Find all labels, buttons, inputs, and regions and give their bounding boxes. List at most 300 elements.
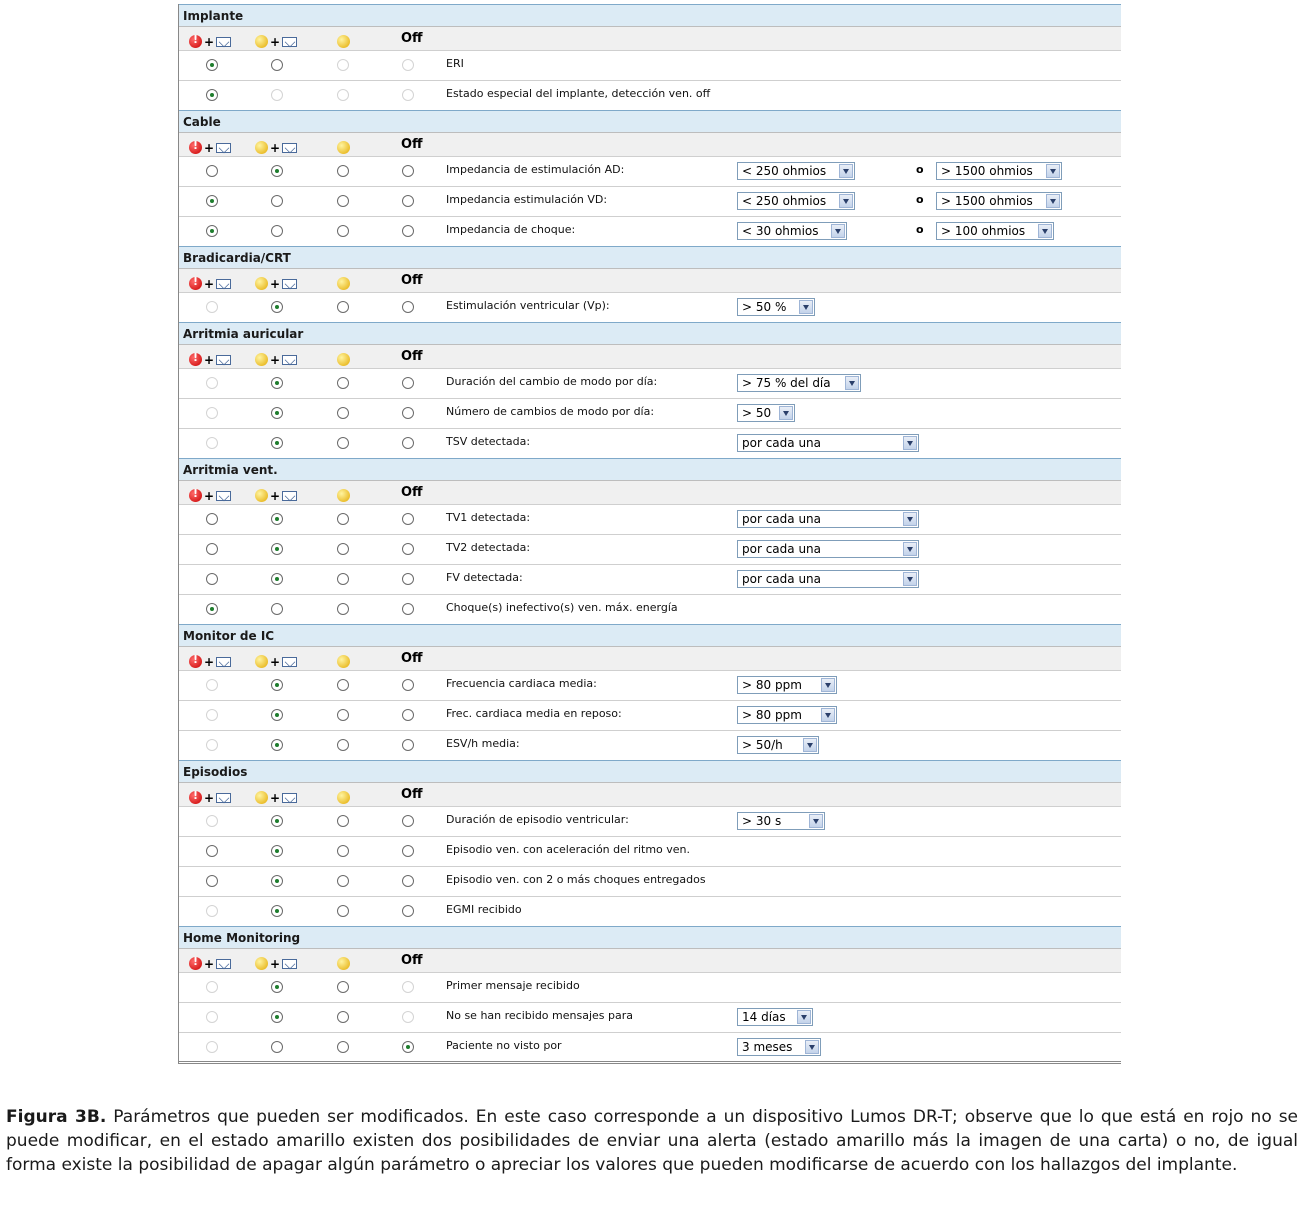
threshold-select[interactable] [737,298,815,316]
or-separator: o [916,163,924,176]
figure-label: Figura 3B. [6,1107,107,1127]
radio-red-message [206,437,218,449]
section-title: Home Monitoring [179,926,1121,948]
setting-row [179,730,1121,760]
threshold-value: < 250 ohmios [742,194,827,208]
off-column-header: Off [401,651,423,666]
setting-label: TV2 detectada: [446,541,531,554]
column-header-row [179,344,1121,368]
setting-row [179,80,1121,110]
figure-caption [6,1105,1298,1177]
setting-label: Choque(s) inefectivo(s) ven. máx. energía [446,601,678,614]
radio-yellow[interactable] [337,1011,349,1023]
radio-yellow [337,59,349,71]
radio-off [402,89,414,101]
radio-off [402,59,414,71]
radio-off[interactable] [402,603,414,615]
radio-yellow[interactable] [337,407,349,419]
envelope-icon [216,793,231,803]
threshold-value: por cada una [742,512,822,526]
setting-label: Episodio ven. con aceleración del ritmo ven. [446,843,691,856]
setting-label: Primer mensaje recibido [446,979,580,992]
radio-red-message[interactable] [206,573,218,585]
setting-row [179,398,1121,428]
radio-yellow-message[interactable] [271,875,283,887]
setting-row [179,1032,1121,1064]
red-alert-icon [189,277,202,290]
radio-red-message[interactable] [206,875,218,887]
radio-off[interactable] [402,377,414,389]
threshold-select[interactable] [737,192,855,210]
radio-yellow[interactable] [337,905,349,917]
yellow-alert-icon [255,791,268,804]
upper-threshold-select[interactable] [936,222,1054,240]
radio-red-message [206,679,218,691]
radio-yellow-message[interactable] [271,905,283,917]
chevron-down-icon[interactable] [821,708,835,722]
off-column-header: Off [401,485,423,500]
plus-icon: + [270,956,281,971]
plus-icon: + [270,352,281,367]
yellow-alert-header [337,349,350,365]
threshold-value: > 1500 ohmios [941,164,1033,178]
red-alert-icon [189,957,202,970]
setting-label: ESV/h media: [446,737,520,750]
setting-label: TV1 detectada: [446,511,531,524]
radio-yellow[interactable] [337,225,349,237]
radio-yellow[interactable] [337,513,349,525]
threshold-select[interactable] [737,736,819,754]
radio-yellow[interactable] [337,815,349,827]
threshold-value: > 1500 ohmios [941,194,1033,208]
off-column-header: Off [401,273,423,288]
radio-red-message[interactable] [206,59,218,71]
or-separator: o [916,193,924,206]
chevron-down-icon[interactable] [1038,224,1052,238]
yellow-alert-plus-message-header [255,651,297,667]
radio-yellow[interactable] [337,981,349,993]
envelope-icon [216,355,231,365]
section-title: Monitor de IC [179,624,1121,646]
radio-off[interactable] [402,165,414,177]
yellow-alert-plus-message-header [255,273,297,289]
radio-off[interactable] [402,437,414,449]
radio-yellow[interactable] [337,543,349,555]
yellow-alert-icon [255,655,268,668]
radio-red-message[interactable] [206,225,218,237]
threshold-select[interactable] [737,676,837,694]
threshold-select[interactable] [737,404,795,422]
column-header-row [179,480,1121,504]
red-alert-icon [189,35,202,48]
radio-off [402,1011,414,1023]
radio-yellow-message [271,89,283,101]
yellow-alert-plus-message-header [255,953,297,969]
radio-yellow-message[interactable] [271,981,283,993]
yellow-alert-header [337,651,350,667]
setting-label: Paciente no visto por [446,1039,562,1052]
setting-row [179,156,1121,186]
setting-row [179,700,1121,730]
red-alert-icon [189,489,202,502]
setting-row [179,1002,1121,1032]
chevron-down-icon[interactable] [797,1010,811,1024]
radio-off[interactable] [402,1041,414,1053]
radio-yellow[interactable] [337,301,349,313]
envelope-icon [282,37,297,47]
red-alert-plus-message-header [189,31,231,47]
radio-yellow-message[interactable] [271,603,283,615]
radio-red-message [206,709,218,721]
yellow-alert-icon [337,655,350,668]
radio-yellow[interactable] [337,875,349,887]
upper-threshold-select[interactable] [936,162,1062,180]
red-alert-plus-message-header [189,651,231,667]
radio-off[interactable] [402,573,414,585]
setting-label: Duración del cambio de modo por día: [446,375,658,388]
radio-yellow[interactable] [337,845,349,857]
red-alert-plus-message-header [189,273,231,289]
envelope-icon [282,143,297,153]
chevron-down-icon[interactable] [903,436,917,450]
radio-off[interactable] [402,679,414,691]
yellow-alert-icon [337,791,350,804]
setting-label: TSV detectada: [446,435,531,448]
chevron-down-icon[interactable] [1046,194,1060,208]
column-header-row [179,268,1121,292]
yellow-alert-icon [337,489,350,502]
threshold-value: > 80 ppm [742,708,802,722]
setting-label: Duración de episodio ventricular: [446,813,629,826]
radio-yellow-message[interactable] [271,377,283,389]
plus-icon: + [204,654,215,669]
plus-icon: + [204,34,215,49]
chevron-down-icon[interactable] [903,512,917,526]
threshold-value: > 75 % del día [742,376,831,390]
envelope-icon [282,279,297,289]
yellow-alert-plus-message-header [255,137,297,153]
radio-red-message [206,739,218,751]
setting-row [179,670,1121,700]
envelope-icon [282,355,297,365]
column-header-row [179,646,1121,670]
setting-label: ERI [446,57,464,70]
radio-yellow-message[interactable] [271,845,283,857]
radio-off[interactable] [402,845,414,857]
setting-label: Número de cambios de modo por día: [446,405,655,418]
setting-row [179,368,1121,398]
yellow-alert-icon [255,489,268,502]
radio-red-message[interactable] [206,195,218,207]
threshold-select[interactable] [737,812,825,830]
threshold-value: por cada una [742,436,822,450]
off-column-header: Off [401,31,423,46]
radio-red-message[interactable] [206,165,218,177]
threshold-select[interactable] [737,540,919,558]
plus-icon: + [270,790,281,805]
radio-yellow-message[interactable] [271,1011,283,1023]
or-separator: o [916,223,924,236]
threshold-value: > 100 ohmios [941,224,1026,238]
column-header-row [179,948,1121,972]
chevron-down-icon[interactable] [903,542,917,556]
setting-row [179,836,1121,866]
radio-yellow [337,89,349,101]
threshold-select[interactable] [737,510,919,528]
plus-icon: + [204,276,215,291]
radio-red-message [206,815,218,827]
column-header-row [179,26,1121,50]
threshold-select[interactable] [737,706,837,724]
radio-yellow-message[interactable] [271,815,283,827]
plus-icon: + [270,654,281,669]
radio-off[interactable] [402,513,414,525]
section-title: Arritmia vent. [179,458,1121,480]
threshold-value: > 50 [742,406,772,420]
plus-icon: + [270,488,281,503]
red-alert-icon [189,141,202,154]
upper-threshold-select[interactable] [936,192,1062,210]
setting-row [179,50,1121,80]
yellow-alert-header [337,137,350,153]
threshold-select[interactable] [737,222,847,240]
yellow-alert-icon [255,957,268,970]
off-column-header: Off [401,953,423,968]
red-alert-plus-message-header [189,787,231,803]
off-column-header: Off [401,787,423,802]
yellow-alert-plus-message-header [255,485,297,501]
radio-off[interactable] [402,739,414,751]
alert-settings-panel [178,4,1121,1064]
red-alert-icon [189,791,202,804]
radio-yellow[interactable] [337,377,349,389]
setting-label: Estimulación ventricular (Vp): [446,299,610,312]
setting-label: Frecuencia cardiaca media: [446,677,597,690]
threshold-select[interactable] [737,570,919,588]
setting-row [179,428,1121,458]
chevron-down-icon[interactable] [839,194,853,208]
plus-icon: + [270,140,281,155]
setting-label: No se han recibido mensajes para [446,1009,633,1022]
threshold-select[interactable] [737,374,861,392]
threshold-value: > 50 % [742,300,787,314]
yellow-alert-header [337,273,350,289]
radio-red-message[interactable] [206,845,218,857]
chevron-down-icon[interactable] [1046,164,1060,178]
section-title: Cable [179,110,1121,132]
threshold-value: > 80 ppm [742,678,802,692]
threshold-select[interactable] [737,434,919,452]
radio-yellow-message[interactable] [271,679,283,691]
radio-red-message [206,377,218,389]
radio-yellow-message[interactable] [271,225,283,237]
envelope-icon [216,143,231,153]
threshold-value: > 30 s [742,814,782,828]
radio-yellow-message[interactable] [271,709,283,721]
yellow-alert-icon [255,141,268,154]
radio-off[interactable] [402,301,414,313]
envelope-icon [282,491,297,501]
radio-red-message[interactable] [206,89,218,101]
radio-yellow-message[interactable] [271,301,283,313]
threshold-select[interactable] [737,1038,821,1056]
radio-yellow[interactable] [337,709,349,721]
yellow-alert-header [337,953,350,969]
red-alert-plus-message-header [189,953,231,969]
yellow-alert-header [337,485,350,501]
radio-yellow[interactable] [337,603,349,615]
radio-red-message [206,301,218,313]
yellow-alert-icon [255,353,268,366]
chevron-down-icon[interactable] [799,300,813,314]
threshold-value: < 250 ohmios [742,164,827,178]
red-alert-icon [189,353,202,366]
plus-icon: + [204,790,215,805]
section-title: Arritmia auricular [179,322,1121,344]
plus-icon: + [204,352,215,367]
plus-icon: + [270,34,281,49]
yellow-alert-plus-message-header [255,787,297,803]
setting-row [179,504,1121,534]
setting-row [179,896,1121,926]
plus-icon: + [204,140,215,155]
radio-yellow[interactable] [337,739,349,751]
off-column-header: Off [401,137,423,152]
yellow-alert-icon [337,35,350,48]
setting-row [179,292,1121,322]
chevron-down-icon[interactable] [845,376,859,390]
red-alert-icon [189,655,202,668]
chevron-down-icon[interactable] [903,572,917,586]
radio-yellow-message[interactable] [271,513,283,525]
setting-row [179,866,1121,896]
radio-red-message[interactable] [206,603,218,615]
yellow-alert-plus-message-header [255,31,297,47]
yellow-alert-icon [337,957,350,970]
radio-yellow[interactable] [337,437,349,449]
chevron-down-icon[interactable] [839,164,853,178]
setting-label: Impedancia de estimulación AD: [446,163,625,176]
radio-off[interactable] [402,407,414,419]
chevron-down-icon[interactable] [809,814,823,828]
radio-red-message [206,905,218,917]
radio-yellow-message[interactable] [271,165,283,177]
radio-yellow[interactable] [337,679,349,691]
section-title: Episodios [179,760,1121,782]
setting-row [179,564,1121,594]
setting-row [179,594,1121,624]
envelope-icon [216,959,231,969]
yellow-alert-plus-message-header [255,349,297,365]
radio-off[interactable] [402,543,414,555]
setting-row [179,806,1121,836]
threshold-select[interactable] [737,1008,813,1026]
chevron-down-icon[interactable] [821,678,835,692]
setting-row [179,972,1121,1002]
radio-yellow-message[interactable] [271,437,283,449]
envelope-icon [282,793,297,803]
radio-yellow-message[interactable] [271,1041,283,1053]
threshold-value: > 50/h [742,738,783,752]
threshold-value: por cada una [742,572,822,586]
radio-off [402,981,414,993]
radio-red-message [206,981,218,993]
setting-label: Impedancia estimulación VD: [446,193,608,206]
setting-row [179,216,1121,246]
envelope-icon [216,37,231,47]
radio-off[interactable] [402,709,414,721]
radio-off[interactable] [402,905,414,917]
radio-yellow[interactable] [337,573,349,585]
radio-yellow-message[interactable] [271,195,283,207]
radio-off[interactable] [402,815,414,827]
envelope-icon [216,657,231,667]
radio-yellow-message[interactable] [271,59,283,71]
setting-label: FV detectada: [446,571,523,584]
setting-row [179,186,1121,216]
yellow-alert-header [337,31,350,47]
chevron-down-icon[interactable] [805,1040,819,1054]
chevron-down-icon[interactable] [831,224,845,238]
radio-yellow-message[interactable] [271,739,283,751]
setting-label: Frec. cardiaca media en reposo: [446,707,622,720]
radio-red-message [206,1041,218,1053]
radio-yellow-message[interactable] [271,543,283,555]
plus-icon: + [270,276,281,291]
caption-text: Parámetros que pueden ser modificados. En este caso corresponde a un dispositivo Lumos DR-T; observe que lo que está en rojo no se puede modificar, en el estado amarillo existen dos posibilidades de enviar una alerta (estado amarillo más la imagen de una carta) o no, de igual forma existe la posibilidad de apagar algún parámetro o apreciar los valores que pueden modificarse de acuerdo con los hallazgos del implante. [6,1107,1299,1175]
threshold-value: por cada una [742,542,822,556]
chevron-down-icon[interactable] [803,738,817,752]
radio-yellow-message[interactable] [271,407,283,419]
radio-yellow[interactable] [337,195,349,207]
yellow-alert-icon [337,141,350,154]
radio-off[interactable] [402,195,414,207]
setting-label: Episodio ven. con 2 o más choques entregados [446,873,706,886]
radio-yellow[interactable] [337,1041,349,1053]
yellow-alert-icon [337,277,350,290]
yellow-alert-icon [255,277,268,290]
red-alert-plus-message-header [189,485,231,501]
column-header-row [179,132,1121,156]
setting-label: Impedancia de choque: [446,223,576,236]
column-header-row [179,782,1121,806]
setting-label: Estado especial del implante, detección ven. off [446,87,711,100]
red-alert-plus-message-header [189,137,231,153]
envelope-icon [216,491,231,501]
radio-yellow-message[interactable] [271,573,283,585]
threshold-value: < 30 ohmios [742,224,819,238]
yellow-alert-icon [337,353,350,366]
threshold-value: 3 meses [742,1040,793,1054]
radio-red-message[interactable] [206,543,218,555]
setting-label: EGMI recibido [446,903,522,916]
envelope-icon [216,279,231,289]
threshold-select[interactable] [737,162,855,180]
radio-red-message [206,407,218,419]
radio-red-message [206,1011,218,1023]
yellow-alert-header [337,787,350,803]
radio-off[interactable] [402,875,414,887]
plus-icon: + [204,488,215,503]
setting-row [179,534,1121,564]
radio-off[interactable] [402,225,414,237]
radio-yellow[interactable] [337,165,349,177]
yellow-alert-icon [255,35,268,48]
section-title: Bradicardia/CRT [179,246,1121,268]
radio-red-message[interactable] [206,513,218,525]
threshold-value: 14 días [742,1010,786,1024]
chevron-down-icon[interactable] [779,406,793,420]
